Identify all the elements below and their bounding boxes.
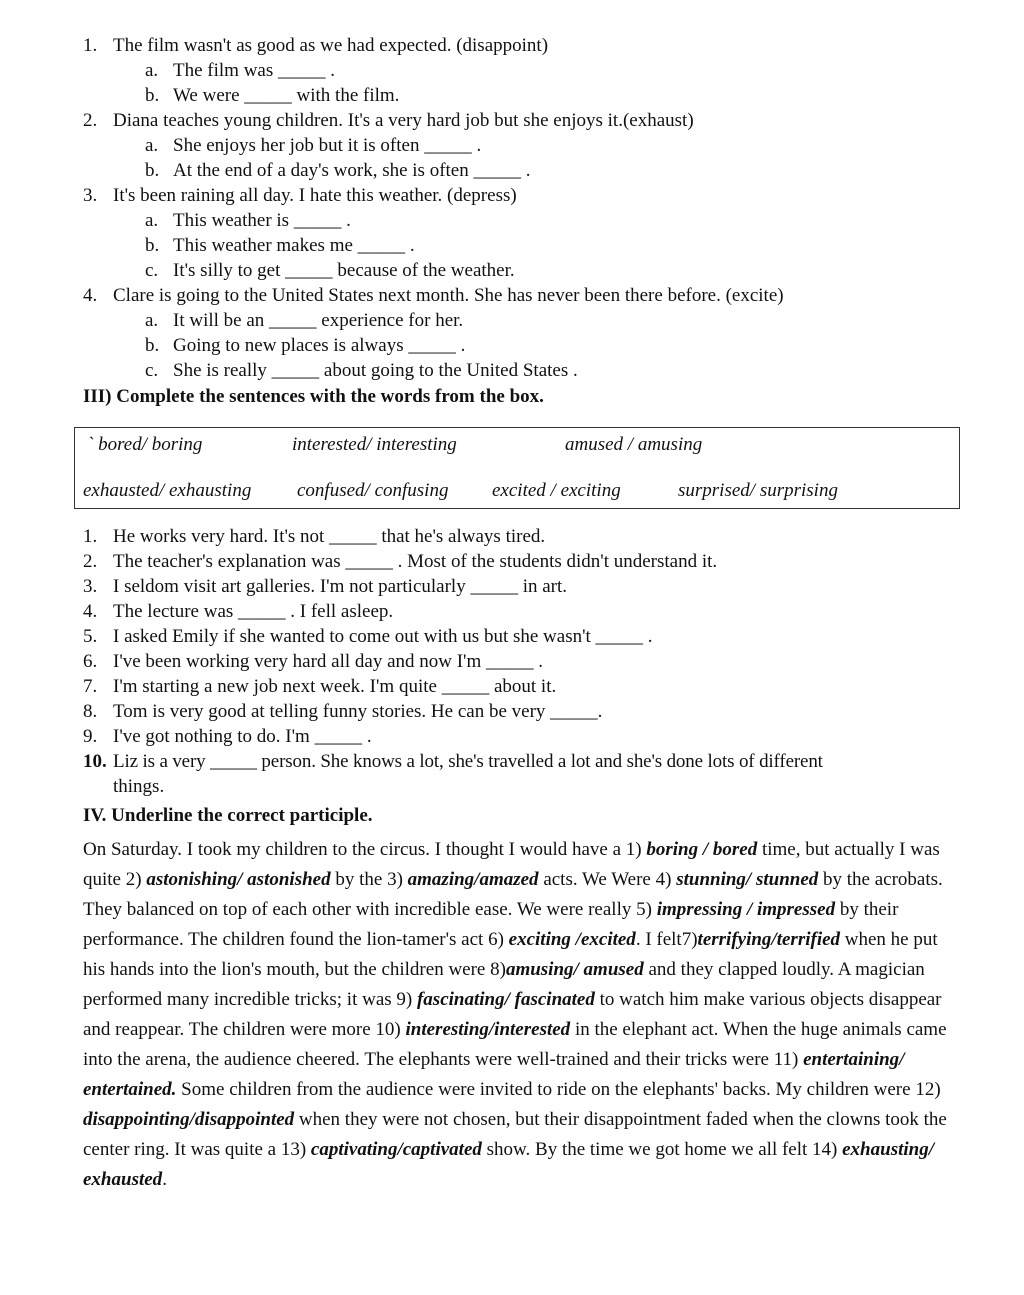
participle-option[interactable]: disappointing/disappointed [83, 1109, 295, 1130]
item-text: I asked Emily if she wanted to come out with us but she wasn't _____ . [113, 626, 653, 647]
sub-label: b. [145, 160, 160, 181]
item-number: 3. [83, 576, 98, 597]
participle-option[interactable]: astonishing/ astonished [146, 869, 331, 890]
word-pair: amused / amusing [565, 434, 703, 455]
sub-text: She enjoys her job but it is often _____ . [173, 135, 482, 156]
item-text-continued: things. [113, 776, 165, 797]
question-text: Clare is going to the United States next month. She has never been there before. (excite) [113, 285, 784, 306]
paragraph-text: On Saturday. I took my children to the circus. I thought I would have a 1) [83, 839, 647, 860]
sub-label: c. [145, 360, 159, 381]
participle-option[interactable]: captivating/captivated [310, 1139, 482, 1160]
section-3-heading: III) Complete the sentences with the words from the box. [83, 386, 544, 407]
paragraph-text: Some children from the audience were invited to ride on the elephants' backs. My children were 12) [176, 1079, 941, 1100]
item-number: 10. [83, 751, 107, 772]
word-pair: ` bored/ boring [87, 434, 203, 455]
paragraph-text: by the 3) [330, 869, 408, 890]
paragraph-text: by the acrobats. They balanced on top of each other with incredible ease. We were really 5) [83, 869, 943, 920]
paragraph-text: . I felt7) [635, 929, 698, 950]
participle-option[interactable]: terrifying/terrified [697, 929, 841, 950]
paragraph-text: to watch him make various objects disappear and reappear. The children were more 10) [83, 989, 942, 1040]
participle-option[interactable]: exhausting/ exhausted [83, 1139, 934, 1190]
item-number: 5. [83, 626, 98, 647]
word-pair: confused/ confusing [297, 480, 449, 501]
sub-label: c. [145, 260, 159, 281]
sub-label: a. [145, 210, 159, 231]
sub-text: It's silly to get _____ because of the weather. [173, 260, 515, 281]
item-number: 8. [83, 701, 98, 722]
paragraph-text: when he put his hands into the lion's mouth, but the children were 8) [83, 929, 938, 980]
sub-text: She is really _____ about going to the United States . [173, 360, 578, 381]
participle-option[interactable]: amusing/ amused [505, 959, 644, 980]
item-text: I've been working very hard all day and now I'm _____ . [113, 651, 544, 672]
word-pair: exhausted/ exhausting [83, 480, 252, 501]
word-pair: surprised/ surprising [678, 480, 838, 501]
item-number: 9. [83, 726, 98, 747]
word-pair: interested/ interesting [292, 434, 457, 455]
section-4-heading: IV. Underline the correct participle. [83, 805, 373, 826]
word-box [74, 427, 960, 509]
item-text: I'm starting a new job next week. I'm quite _____ about it. [113, 676, 557, 697]
sub-label: b. [145, 335, 160, 356]
question-number: 4. [83, 285, 98, 306]
item-number: 2. [83, 551, 98, 572]
item-text: He works very hard. It's not _____ that he's always tired. [113, 526, 546, 547]
item-number: 7. [83, 676, 98, 697]
sub-label: a. [145, 135, 159, 156]
sub-label: a. [145, 310, 159, 331]
paragraph-text: time, but actually I was quite 2) [83, 839, 940, 890]
question-number: 3. [83, 185, 98, 206]
sub-text: Going to new places is always _____ . [173, 335, 466, 356]
item-text: The lecture was _____ . I fell asleep. [113, 601, 394, 622]
sub-label: b. [145, 85, 160, 106]
item-text: Tom is very good at telling funny stories. He can be very _____. [113, 701, 603, 722]
item-number: 1. [83, 526, 98, 547]
sub-label: b. [145, 235, 160, 256]
circus-paragraph [83, 835, 953, 1195]
participle-option[interactable]: amazing/amazed [407, 869, 539, 890]
paragraph-text: when they were not chosen, but their disappointment faded when the clowns took the center ring. It was quite a 13) [83, 1109, 947, 1160]
sub-text: This weather is _____ . [173, 210, 351, 231]
paragraph-text: show. By the time we got home we all felt 14) [481, 1139, 843, 1160]
participle-option[interactable]: interesting/interested [405, 1019, 571, 1040]
item-text: Liz is a very _____ person. She knows a lot, she's travelled a lot and she's done lots of different [113, 751, 823, 772]
paragraph-text: by their performance. The children found the lion-tamer's act 6) [83, 899, 899, 950]
item-text: I've got nothing to do. I'm _____ . [113, 726, 372, 747]
item-text: The teacher's explanation was _____ . Most of the students didn't understand it. [113, 551, 718, 572]
question-text: It's been raining all day. I hate this weather. (depress) [113, 185, 517, 206]
participle-option[interactable]: impressing / impressed [656, 899, 836, 920]
sub-text: At the end of a day's work, she is often _____ . [173, 160, 531, 181]
question-text: The film wasn't as good as we had expected. (disappoint) [113, 35, 549, 56]
paragraph-text: acts. We Were 4) [538, 869, 677, 890]
sub-text: We were _____ with the film. [173, 85, 400, 106]
word-pair: excited / exciting [492, 480, 621, 501]
item-text: I seldom visit art galleries. I'm not particularly _____ in art. [113, 576, 568, 597]
question-text: Diana teaches young children. It's a very hard job but she enjoys it.(exhaust) [113, 110, 694, 131]
paragraph-text: in the elephant act. When the huge animals came into the arena, the audience cheered. The elephants were well-trained and their tricks were 11) [83, 1019, 947, 1070]
participle-option[interactable]: boring / bored [646, 839, 758, 860]
item-number: 4. [83, 601, 98, 622]
paragraph-text: and they clapped loudly. A magician performed many incredible tricks; it was 9) [83, 959, 925, 1010]
question-number: 1. [83, 35, 98, 56]
sub-text: The film was _____ . [173, 60, 336, 81]
participle-option[interactable]: stunning/ stunned [676, 869, 819, 890]
participle-option[interactable]: fascinating/ fascinated [416, 989, 595, 1010]
participle-option[interactable]: entertaining/ entertained. [83, 1049, 905, 1100]
sub-text: It will be an _____ experience for her. [173, 310, 464, 331]
sub-text: This weather makes me _____ . [173, 235, 415, 256]
item-number: 6. [83, 651, 98, 672]
question-number: 2. [83, 110, 98, 131]
sub-label: a. [145, 60, 159, 81]
participle-option[interactable]: exciting /excited [508, 929, 636, 950]
paragraph-text: . [162, 1169, 167, 1190]
